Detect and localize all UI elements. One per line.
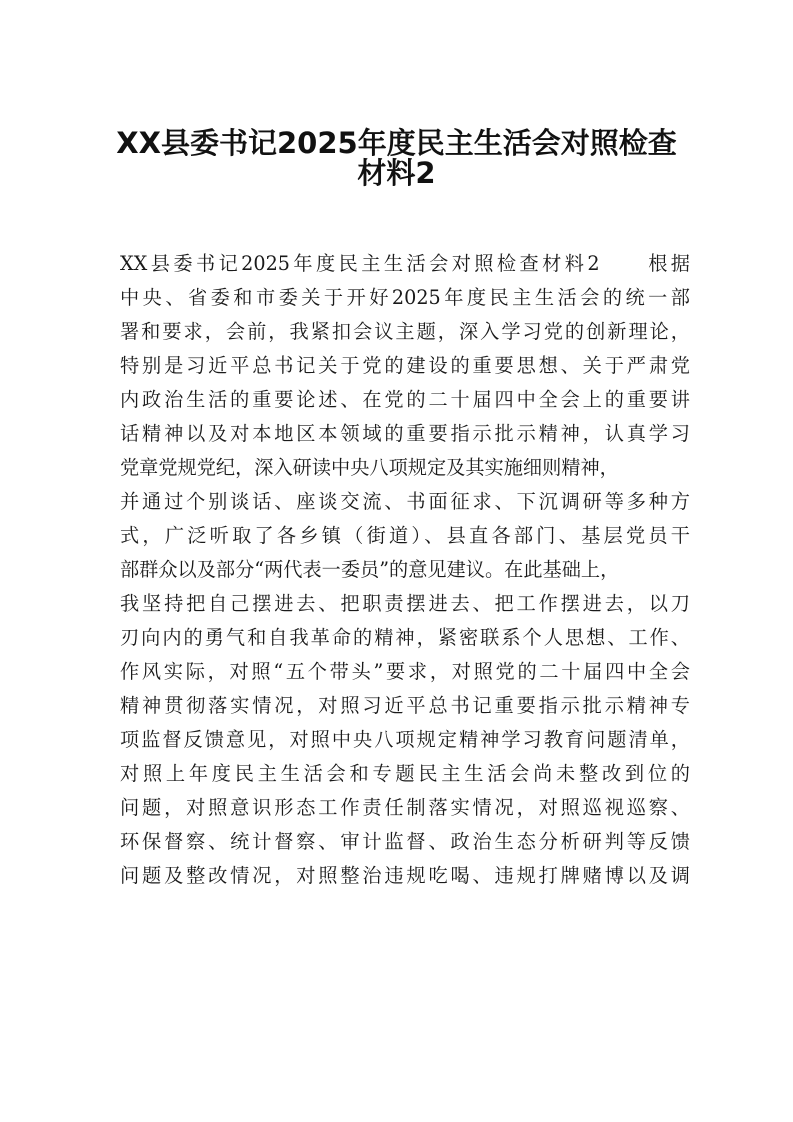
body-line: 精神贯彻落实情况，对照习近平总书记重要指示批示精神专 <box>120 694 690 717</box>
body-line: 项监督反馈意见，对照中央八项规定精神学习教育问题清单， <box>120 728 690 751</box>
body-line: 党章党规党纪，深入研读中央八项规定及其实施细则精神， <box>120 456 619 479</box>
body-line: 作风实际，对照“五个带头”要求，对照党的二十届四中全会 <box>120 660 690 683</box>
body-line: 问题，对照意识形态工作责任制落实情况，对照巡视巡察、 <box>120 796 690 819</box>
body-line: 问题及整改情况，对照整治违规吃喝、违规打牌赌博以及调 <box>120 864 690 887</box>
body-line: 并通过个别谈话、座谈交流、书面征求、下沉调研等多种方 <box>120 490 690 513</box>
document-title-line-1: XX县委书记2025年度民主生活会对照检查 <box>116 126 677 160</box>
body-line: 署和要求，会前，我紧扣会议主题，深入学习党的创新理论， <box>120 320 690 343</box>
body-line: 中央、省委和市委关于开好2025年度民主生活会的统一部 <box>120 286 690 309</box>
body-line: 部群众以及部分“两代表一委员”的意见建议。在此基础上， <box>120 558 620 581</box>
document-title-line-2: 材料2 <box>357 156 436 190</box>
body-line: 话精神以及对本地区本领域的重要指示批示精神，认真学习 <box>120 422 690 445</box>
body-line: 我坚持把自己摆进去、把职责摆进去、把工作摆进去，以刀 <box>120 592 690 615</box>
body-line: XX县委书记2025年度民主生活会对照检查材料2 根据 <box>120 252 690 275</box>
body-line: 环保督察、统计督察、审计监督、政治生态分析研判等反馈 <box>120 830 690 853</box>
body-line: 刃向内的勇气和自我革命的精神，紧密联系个人思想、工作、 <box>120 626 690 649</box>
body-line: 式，广泛听取了各乡镇（街道）、县直各部门、基层党员干 <box>120 524 690 547</box>
body-line: 特别是习近平总书记关于党的建设的重要思想、关于严肃党 <box>120 354 690 377</box>
body-line: 对照上年度民主生活会和专题民主生活会尚未整改到位的 <box>120 762 690 785</box>
body-line: 内政治生活的重要论述、在党的二十届四中全会上的重要讲 <box>120 388 690 411</box>
